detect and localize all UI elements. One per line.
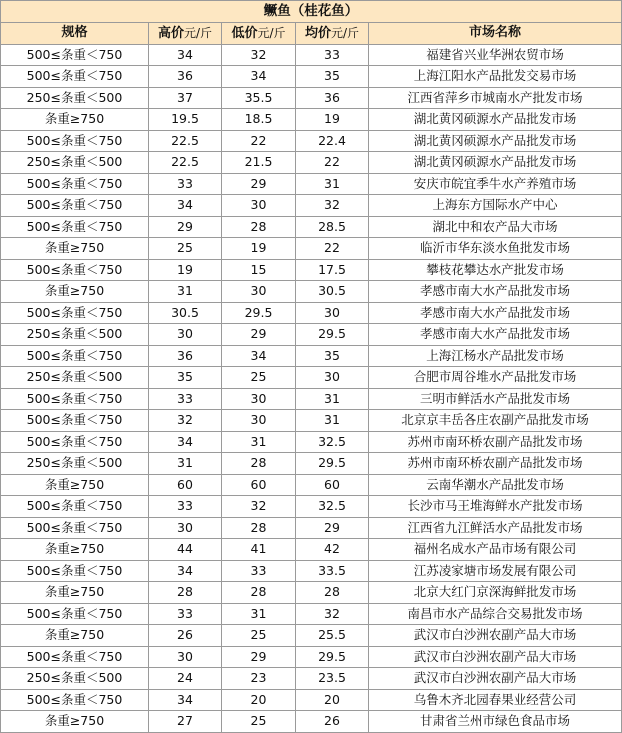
header-market: 市场名称 <box>369 22 622 44</box>
cell-spec: 条重≥750 <box>1 711 149 733</box>
cell-low: 31 <box>222 603 296 625</box>
cell-low: 28 <box>222 517 296 539</box>
header-spec: 规格 <box>1 22 149 44</box>
cell-low: 32 <box>222 496 296 518</box>
cell-spec: 500≤条重＜750 <box>1 216 149 238</box>
table-row <box>1 152 622 174</box>
cell-market: 乌鲁木齐北园春果业经营公司 <box>369 689 622 711</box>
table-row <box>1 130 622 152</box>
cell-high: 30 <box>149 646 222 668</box>
cell-spec: 250≤条重＜500 <box>1 367 149 389</box>
cell-low: 22 <box>222 130 296 152</box>
cell-avg: 42 <box>296 539 369 561</box>
header-avg <box>296 22 369 44</box>
cell-market: 北京京丰岳各庄农副产品批发市场 <box>369 410 622 432</box>
cell-high: 19 <box>149 259 222 281</box>
cell-avg: 32 <box>296 195 369 217</box>
cell-avg: 29 <box>296 517 369 539</box>
cell-avg: 30 <box>296 367 369 389</box>
cell-spec: 500≤条重＜750 <box>1 388 149 410</box>
cell-market: 苏州市南环桥农副产品批发市场 <box>369 453 622 475</box>
table-body <box>1 44 622 732</box>
cell-market: 福建省兴业华洲农贸市场 <box>369 44 622 66</box>
cell-low: 30 <box>222 281 296 303</box>
cell-market: 攀枝花攀达水产批发市场 <box>369 259 622 281</box>
cell-low: 30 <box>222 195 296 217</box>
cell-low: 30 <box>222 410 296 432</box>
cell-high: 31 <box>149 281 222 303</box>
table-row <box>1 431 622 453</box>
cell-low: 32 <box>222 44 296 66</box>
cell-market: 临沂市华东淡水鱼批发市场 <box>369 238 622 260</box>
cell-market: 南昌市水产品综合交易批发市场 <box>369 603 622 625</box>
cell-avg: 33.5 <box>296 560 369 582</box>
cell-high: 33 <box>149 173 222 195</box>
cell-market: 云南华潮水产品批发市场 <box>369 474 622 496</box>
cell-high: 37 <box>149 87 222 109</box>
cell-market: 湖北中和农产品大市场 <box>369 216 622 238</box>
cell-market: 孝感市南大水产品批发市场 <box>369 281 622 303</box>
table-row <box>1 195 622 217</box>
cell-low: 41 <box>222 539 296 561</box>
cell-avg: 33 <box>296 44 369 66</box>
header-high-unit: 元/斤 <box>183 25 213 40</box>
cell-low: 33 <box>222 560 296 582</box>
header-low-unit: 元/斤 <box>257 25 286 40</box>
table-row <box>1 44 622 66</box>
cell-low: 29.5 <box>222 302 296 324</box>
cell-low: 25 <box>222 625 296 647</box>
cell-avg: 32 <box>296 603 369 625</box>
cell-high: 32 <box>149 410 222 432</box>
cell-spec: 500≤条重＜750 <box>1 496 149 518</box>
cell-avg: 22.4 <box>296 130 369 152</box>
table-row <box>1 238 622 260</box>
cell-low: 35.5 <box>222 87 296 109</box>
table-row <box>1 109 622 131</box>
cell-spec: 250≤条重＜500 <box>1 668 149 690</box>
header-row <box>1 22 622 44</box>
cell-high: 34 <box>149 44 222 66</box>
cell-high: 33 <box>149 496 222 518</box>
header-avg-unit: 元/斤 <box>330 25 360 40</box>
table-title: 鳜鱼（桂花鱼） <box>1 1 622 23</box>
cell-avg: 36 <box>296 87 369 109</box>
cell-market: 孝感市南大水产品批发市场 <box>369 302 622 324</box>
cell-high: 30.5 <box>149 302 222 324</box>
cell-spec: 500≤条重＜750 <box>1 410 149 432</box>
header-low <box>222 22 296 44</box>
cell-spec: 250≤条重＜500 <box>1 324 149 346</box>
table-row <box>1 668 622 690</box>
cell-avg: 19 <box>296 109 369 131</box>
cell-spec: 条重≥750 <box>1 539 149 561</box>
cell-low: 28 <box>222 216 296 238</box>
cell-low: 25 <box>222 711 296 733</box>
cell-spec: 条重≥750 <box>1 238 149 260</box>
cell-market: 江苏凌家塘市场发展有限公司 <box>369 560 622 582</box>
cell-low: 28 <box>222 453 296 475</box>
cell-low: 29 <box>222 173 296 195</box>
cell-spec: 500≤条重＜750 <box>1 44 149 66</box>
cell-market: 长沙市马王堆海鲜水产批发市场 <box>369 496 622 518</box>
cell-avg: 28.5 <box>296 216 369 238</box>
cell-high: 29 <box>149 216 222 238</box>
header-avg-label: 均价 <box>304 25 331 41</box>
cell-avg: 60 <box>296 474 369 496</box>
cell-high: 33 <box>149 388 222 410</box>
cell-avg: 28 <box>296 582 369 604</box>
cell-high: 36 <box>149 345 222 367</box>
cell-high: 27 <box>149 711 222 733</box>
table-row <box>1 216 622 238</box>
cell-high: 34 <box>149 689 222 711</box>
cell-low: 29 <box>222 324 296 346</box>
cell-spec: 条重≥750 <box>1 281 149 303</box>
cell-high: 24 <box>149 668 222 690</box>
cell-spec: 500≤条重＜750 <box>1 173 149 195</box>
table-row <box>1 173 622 195</box>
table-row <box>1 539 622 561</box>
cell-avg: 31 <box>296 173 369 195</box>
cell-high: 31 <box>149 453 222 475</box>
table-row <box>1 388 622 410</box>
cell-low: 25 <box>222 367 296 389</box>
cell-low: 31 <box>222 431 296 453</box>
cell-market: 上海江阳水产品批发交易市场 <box>369 66 622 88</box>
cell-avg: 23.5 <box>296 668 369 690</box>
cell-high: 19.5 <box>149 109 222 131</box>
table-row <box>1 281 622 303</box>
cell-spec: 条重≥750 <box>1 474 149 496</box>
table-row <box>1 66 622 88</box>
table-row <box>1 453 622 475</box>
table-row <box>1 474 622 496</box>
cell-market: 江西省萍乡市城南水产批发市场 <box>369 87 622 109</box>
cell-avg: 25.5 <box>296 625 369 647</box>
table-row <box>1 345 622 367</box>
cell-spec: 条重≥750 <box>1 625 149 647</box>
cell-market: 上海东方国际水产中心 <box>369 195 622 217</box>
cell-market: 上海江杨水产品批发市场 <box>369 345 622 367</box>
cell-spec: 500≤条重＜750 <box>1 345 149 367</box>
cell-avg: 35 <box>296 345 369 367</box>
cell-market: 湖北黄冈硕源水产品批发市场 <box>369 130 622 152</box>
cell-high: 28 <box>149 582 222 604</box>
cell-high: 60 <box>149 474 222 496</box>
cell-avg: 35 <box>296 66 369 88</box>
cell-low: 34 <box>222 66 296 88</box>
cell-spec: 500≤条重＜750 <box>1 560 149 582</box>
cell-spec: 500≤条重＜750 <box>1 431 149 453</box>
cell-low: 18.5 <box>222 109 296 131</box>
cell-spec: 500≤条重＜750 <box>1 195 149 217</box>
table-row <box>1 560 622 582</box>
cell-market: 安庆市皖宜季牛水产养殖市场 <box>369 173 622 195</box>
cell-avg: 30 <box>296 302 369 324</box>
cell-high: 30 <box>149 324 222 346</box>
cell-market: 三明市鲜活水产品批发市场 <box>369 388 622 410</box>
cell-low: 15 <box>222 259 296 281</box>
cell-low: 21.5 <box>222 152 296 174</box>
table-row <box>1 711 622 733</box>
table-row <box>1 259 622 281</box>
table-row <box>1 496 622 518</box>
cell-high: 34 <box>149 431 222 453</box>
cell-low: 34 <box>222 345 296 367</box>
cell-avg: 26 <box>296 711 369 733</box>
cell-high: 30 <box>149 517 222 539</box>
table-row <box>1 517 622 539</box>
cell-avg: 31 <box>296 388 369 410</box>
cell-market: 江西省九江鲜活水产品批发市场 <box>369 517 622 539</box>
cell-spec: 500≤条重＜750 <box>1 302 149 324</box>
cell-low: 60 <box>222 474 296 496</box>
cell-high: 22.5 <box>149 130 222 152</box>
cell-market: 合肥市周谷堆水产品批发市场 <box>369 367 622 389</box>
table-row <box>1 625 622 647</box>
cell-avg: 32.5 <box>296 496 369 518</box>
table-row <box>1 87 622 109</box>
cell-market: 孝感市南大水产品批发市场 <box>369 324 622 346</box>
cell-avg: 32.5 <box>296 431 369 453</box>
header-high <box>149 22 222 44</box>
cell-high: 26 <box>149 625 222 647</box>
table-row <box>1 302 622 324</box>
cell-high: 36 <box>149 66 222 88</box>
cell-spec: 500≤条重＜750 <box>1 130 149 152</box>
table-row <box>1 324 622 346</box>
cell-market: 福州名成水产品市场有限公司 <box>369 539 622 561</box>
cell-spec: 条重≥750 <box>1 582 149 604</box>
cell-high: 34 <box>149 195 222 217</box>
cell-spec: 500≤条重＜750 <box>1 603 149 625</box>
table-row <box>1 582 622 604</box>
cell-spec: 500≤条重＜750 <box>1 646 149 668</box>
cell-avg: 22 <box>296 152 369 174</box>
header-high-label: 高价 <box>157 25 184 41</box>
cell-avg: 29.5 <box>296 324 369 346</box>
cell-spec: 500≤条重＜750 <box>1 259 149 281</box>
cell-market: 湖北黄冈硕源水产品批发市场 <box>369 109 622 131</box>
cell-market: 湖北黄冈硕源水产品批发市场 <box>369 152 622 174</box>
cell-spec: 250≤条重＜500 <box>1 453 149 475</box>
cell-high: 44 <box>149 539 222 561</box>
cell-spec: 500≤条重＜750 <box>1 689 149 711</box>
cell-low: 30 <box>222 388 296 410</box>
header-low-label: 低价 <box>231 25 258 41</box>
cell-spec: 250≤条重＜500 <box>1 87 149 109</box>
table-row <box>1 689 622 711</box>
cell-avg: 29.5 <box>296 453 369 475</box>
cell-high: 22.5 <box>149 152 222 174</box>
cell-low: 20 <box>222 689 296 711</box>
table-row <box>1 367 622 389</box>
cell-market: 苏州市南环桥农副产品批发市场 <box>369 431 622 453</box>
cell-market: 武汉市白沙洲农副产品大市场 <box>369 625 622 647</box>
cell-market: 武汉市白沙洲农副产品大市场 <box>369 646 622 668</box>
cell-high: 25 <box>149 238 222 260</box>
cell-avg: 20 <box>296 689 369 711</box>
cell-market: 北京大红门京深海鲜批发市场 <box>369 582 622 604</box>
cell-spec: 条重≥750 <box>1 109 149 131</box>
cell-high: 35 <box>149 367 222 389</box>
cell-avg: 17.5 <box>296 259 369 281</box>
cell-low: 23 <box>222 668 296 690</box>
cell-avg: 29.5 <box>296 646 369 668</box>
cell-spec: 500≤条重＜750 <box>1 517 149 539</box>
cell-high: 34 <box>149 560 222 582</box>
cell-low: 29 <box>222 646 296 668</box>
cell-spec: 500≤条重＜750 <box>1 66 149 88</box>
cell-spec: 250≤条重＜500 <box>1 152 149 174</box>
cell-low: 19 <box>222 238 296 260</box>
table-row <box>1 646 622 668</box>
cell-market: 甘肃省兰州市绿色食品市场 <box>369 711 622 733</box>
cell-market: 武汉市白沙洲农副产品大市场 <box>369 668 622 690</box>
cell-avg: 30.5 <box>296 281 369 303</box>
cell-low: 28 <box>222 582 296 604</box>
table-row <box>1 603 622 625</box>
table-row <box>1 410 622 432</box>
cell-avg: 22 <box>296 238 369 260</box>
cell-avg: 31 <box>296 410 369 432</box>
cell-high: 33 <box>149 603 222 625</box>
